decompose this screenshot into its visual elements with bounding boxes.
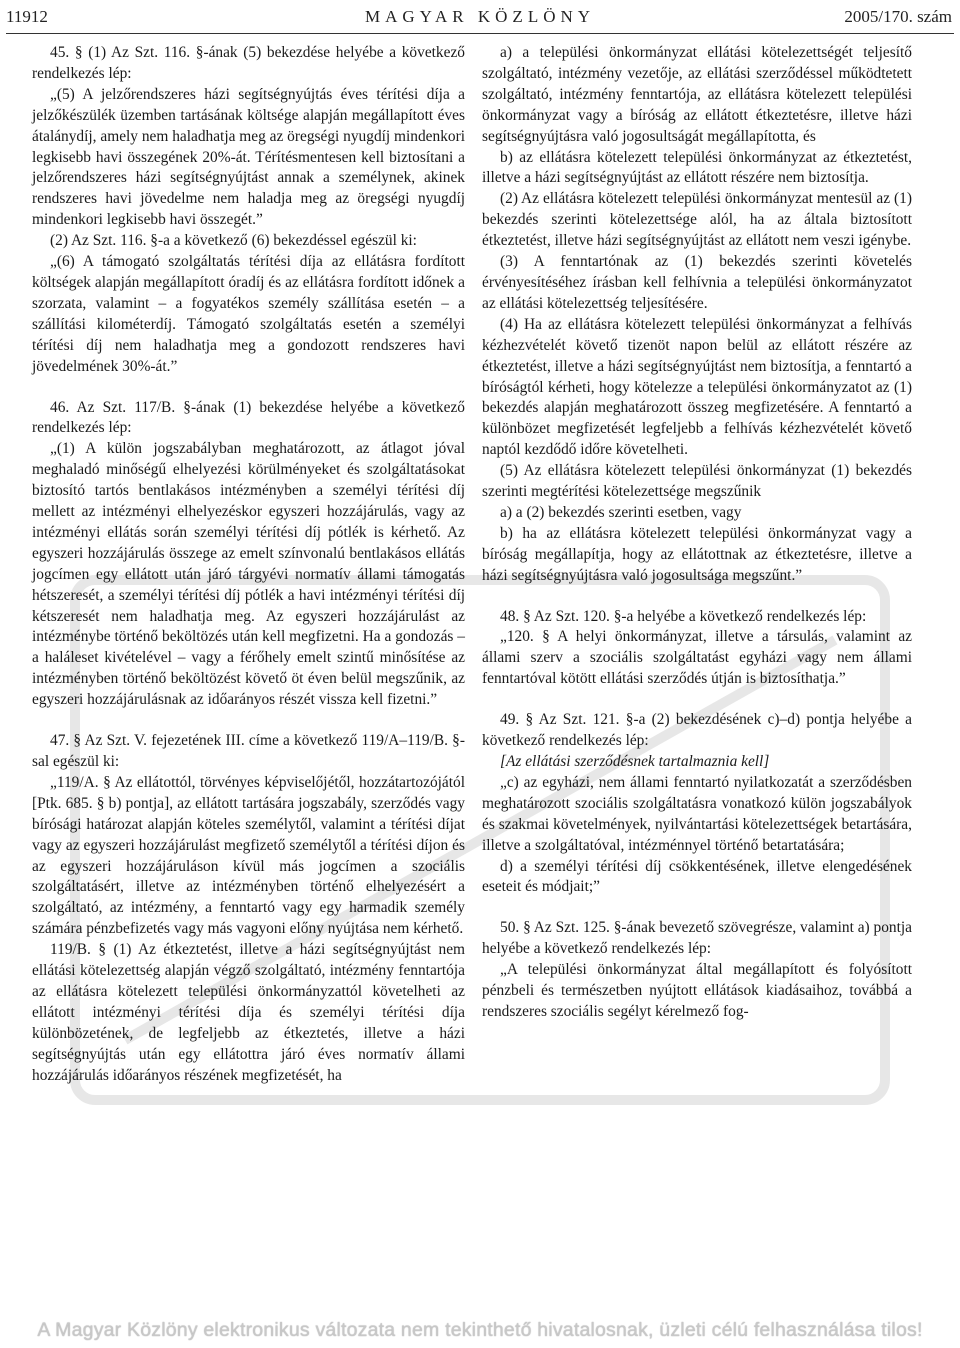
paragraph: (2) Az ellátásra kötelezett települési önkormányzat mentesül az (1) bekezdés szerinti kötelezettsége alól, ha az általa biztosított étkeztetést, illetve házi segítségnyújtást az ellátott nem veszi igénybe. (482, 190, 912, 250)
issue-number: 2005/170. szám (844, 7, 952, 26)
paragraph: „(5) A jelzőrendszeres házi segítségnyújtás éves térítési díja a jelzőkészülék üzemben tartásának költsége alapján megállapított éves átalánydíj, amely nem haladhatja meg az öregségi nyugdíj mindenkori legkisebb havi összegének 20%-át. Térítésmentesen kell biztosítani a jelzőrendszeres házi segítségnyújtást annak a személynek, akinek rendszeres havi jövedelme nem haladja meg az öregségi nyugdíj mindenkori legkisebb havi összegét.” (32, 85, 465, 229)
page-number: 11912 (6, 7, 48, 26)
paragraph: (5) Az ellátásra kötelezett települési önkormányzat (1) bekezdés szerinti megtérítési kötelezettsége megszűnik (482, 462, 912, 501)
paragraph: „A települési önkormányzat által megállapított és folyósított pénzbeli és természetben nyújtott ellátások kiadásaihoz, továbbá a rendszeres szociális segélyt kérelmező fog- (482, 961, 912, 1020)
journal-title: MAGYAR KÖZLÖNY (364, 7, 596, 26)
paragraph: b) ha az ellátásra kötelezett települési önkormányzat vagy a bíróság megállapítja, hogy az ellátottnak az étkeztetésre, illetve a házi segítségnyújtásra való jogosultsága megszűnt.” (482, 524, 912, 584)
left-column (32, 43, 465, 1087)
paragraph: 119/B. § (1) Az étkeztetést, illetve a házi segítségnyújtást nem ellátási kötelezettség alapján végző szolgáltató, intézmény fenntartója az ellátásra kötelezett települési önkormányzattól követelheti az ellátott intézményi térítési díja és személyi térítési díja különbözetének, de legfeljebb az étkeztetés, illetve a házi segítségnyújtás után egy ellátottra járó éves normatív állami hozzájárulás időarányos részének megfizetését, ha (32, 941, 465, 1084)
paragraph: b) az ellátásra kötelezett települési önkormányzat az étkeztetést, illetve a házi segítségnyújtást az ellátott részére nem biztosítja. (482, 148, 912, 187)
paragraph: „c) az egyházi, nem állami fenntartó nyilatkozatát a szerződésben meghatározott szociális szolgáltatásra vonatkozó külön jogszabályok és szakmai követelmények, nyilvántartási kötelezettségek betartására, illetve a szolgáltatóval, intézménnyel történő betartatására; (482, 773, 912, 854)
section-paragraph: 46. Az Szt. 117/B. §-ának (1) bekezdése helyébe a következő rendelkezés lép: (32, 398, 465, 437)
header-rule (6, 33, 954, 34)
paragraph: „(1) A külön jogszabályban meghatározott, az átlagot jóval meghaladó minőségű elhelyezési körülményeket és szolgáltatásokat biztosító tartós bentlakásos intézményben a személyi térítési díj mellett az intézményi elhelyezéskor egyszeri hozzájárulás, vagy az intézményi ellátás során személyi térítési díj pótlék is kérhető. Az egyszeri hozzájárulás összege az emelt színvonalú bentlakásos ellátás jogcímen egy ellátott után járó tárgyévi normatív állami támogatás hétszeresét, a személyi térítési díj pótlék a havi intézményi térítési díj kétszeresét nem haladhatja meg. Az egyszeri hozzájárulást az intézménybe történő beköltözés után kell megfizetni. Ha a gondozás – a haláleset kivételével – vagy a férőhely emelt szintű minősítése az intézményben történő beköltözést követő öt éven belül megszűnik, az egyszeri hozzájárulásnak az időarányos részét vissza kell fizetni.” (32, 440, 465, 709)
paragraph: (4) Ha az ellátásra kötelezett települési önkormányzat a felhívás kézhezvételét követő tizenöt napon belül az ellátott részére az étkeztetést, illetve a házi segítségnyújtást nem biztosítja, a fenntartó a bíróságtól kérheti, hogy kötelezze a települési önkormányzatot az (1) bekezdés alapján meghatározott összeg megfizetésére. A fenntartó a különbözet megfizetését legfeljebb a felhívás kézhezvételét követő naptól kezdődő időre követelheti. (482, 315, 912, 459)
paragraph: „120. § A helyi önkormányzat, illetve a társulás, valamint az állami szerv a szociális szolgáltatást egyházi vagy nem állami fenntartóval kötött ellátási szerződés útján is biztosíthatja.” (482, 628, 912, 688)
paragraph: „119/A. § Az ellátottól, törvényes képviselőjétől, hozzátartozójától [Ptk. 685. § b) pontja], az ellátott tartására jogszabály, szerződés vagy bírósági határozat alapján köteles személytől, valamint a térítési díjat vagy az egyszeri hozzájárulást megfizető személytől a térítési díjon és az egyszeri hozzájáruláson kívül más jogcímen a szociális szolgáltatásért, illetve az intézményben történő elhelyezésért a szolgáltató, az intézmény, a fenntartó vagy egy harmadik személy számára pénzbefizetés vagy más vagyoni előny nyújtása nem kérhető. (32, 773, 465, 938)
page-header (6, 4, 954, 30)
paragraph: 45. § (1) Az Szt. 116. §-ának (5) bekezdése helyébe a következő rendelkezés lép: (32, 44, 465, 82)
paragraph: a) a (2) bekezdés szerinti esetben, vagy (500, 503, 742, 521)
paragraph: d) a személyi térítési díj csökkentésének, illetve elengedésének eseteit és módjait;” (482, 857, 912, 896)
paragraph: „(6) A támogató szolgáltatás térítési díja az ellátásra fordított költségek alapján megállapított óradíj és az ellátásra fordított időnek a szorzata, valamint – a fogyatékos személy szállítása esetén – a szállítási kilométerdíj. Támogató szolgáltatás esetén a személyi térítési díj nem haladhatja meg a gondozott rendszeres havi jövedelmének 30%-át.” (32, 253, 465, 375)
section-paragraph: 47. § Az Szt. V. fejezetének III. címe a következő 119/A–119/B. §-sal egészül ki: (32, 732, 465, 770)
paragraph: (2) Az Szt. 116. §-a a következő (6) bekezdéssel egészül ki: (50, 232, 417, 250)
section-paragraph: 49. § Az Szt. 121. §-a (2) bekezdésének c)–d) pontja helyébe a következő rendelkezés lép: (482, 711, 912, 750)
paragraph: (3) A fenntartónak az (1) bekezdés szerinti követelés érvényesítéséhez írásban kell felhívnia a települési önkormányzatot az ellátási kötelezettség teljesítésére. (482, 253, 912, 312)
section-paragraph: 50. § Az Szt. 125. §-ának bevezető szövegrésze, valamint a) pontja helyébe a következő rendelkezés lép: (482, 919, 912, 958)
section-paragraph: 48. § Az Szt. 120. §-a helyébe a következő rendelkezés lép: (500, 607, 867, 625)
paragraph: [Az ellátási szerződésnek tartalmaznia kell] (500, 753, 770, 770)
paragraph: a) a települési önkormányzat ellátási kötelezettségét teljesítő szolgáltató, intézmény vezetője, az ellátási szerződéssel működtetett szolgáltató, intézmény fenntartója, az ellátásra kötelezett települési önkormányzat vagy a bíróság az ellátott étkeztetésre, illetve házi segítségnyújtásra való jogosultságát megállapította, és (482, 44, 912, 145)
right-column (482, 43, 912, 1023)
footer-notice: A Magyar Közlöny elektronikus változata nem tekinthető hivatalosnak, üzleti célú felhasználása tilos! (37, 1319, 923, 1341)
